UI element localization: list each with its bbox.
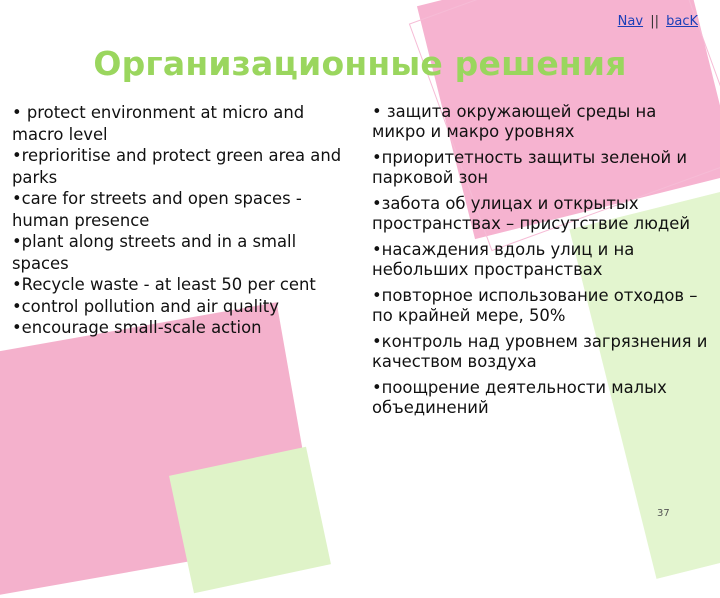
list-item: •care for streets and open spaces - human presence: [12, 189, 302, 230]
list-item: •приоритетность защиты зеленой и парковой зон: [372, 148, 688, 187]
list-item: •plant along streets and in a small spaces: [12, 232, 297, 273]
list-item: •контроль над уровнем загрязнения и качеством воздуха: [372, 332, 708, 371]
list-item: •забота об улицах и открытых пространствах – присутствие людей: [372, 194, 690, 233]
back-link[interactable]: bacK: [666, 14, 698, 29]
list-item: •поощрение деятельности малых объединений: [372, 378, 667, 417]
page-number: 37: [657, 508, 670, 519]
list-item: •control pollution and air quality: [12, 296, 279, 316]
list-item: •Recycle waste - at least 50 per cent: [12, 275, 316, 294]
nav-link[interactable]: Nav: [617, 14, 644, 29]
russian-bullet-list: [372, 102, 712, 424]
slide-navigation: [618, 14, 698, 29]
list-item: • protect environment at micro and macro level: [12, 103, 305, 144]
list-item: • защита окружающей среды на микро и макро уровнях: [372, 102, 657, 141]
list-item: •encourage small-scale action: [12, 318, 262, 337]
english-bullet-list: [12, 102, 357, 339]
list-item: •насаждения вдоль улиц и на небольших пространствах: [372, 240, 635, 279]
nav-separator: ||: [650, 14, 659, 29]
list-item: •повторное использование отходов – по крайней мере, 50%: [372, 286, 698, 325]
slide-title: Организационные решения: [93, 44, 627, 83]
list-item: •reprioritise and protect green area and parks: [12, 146, 342, 187]
